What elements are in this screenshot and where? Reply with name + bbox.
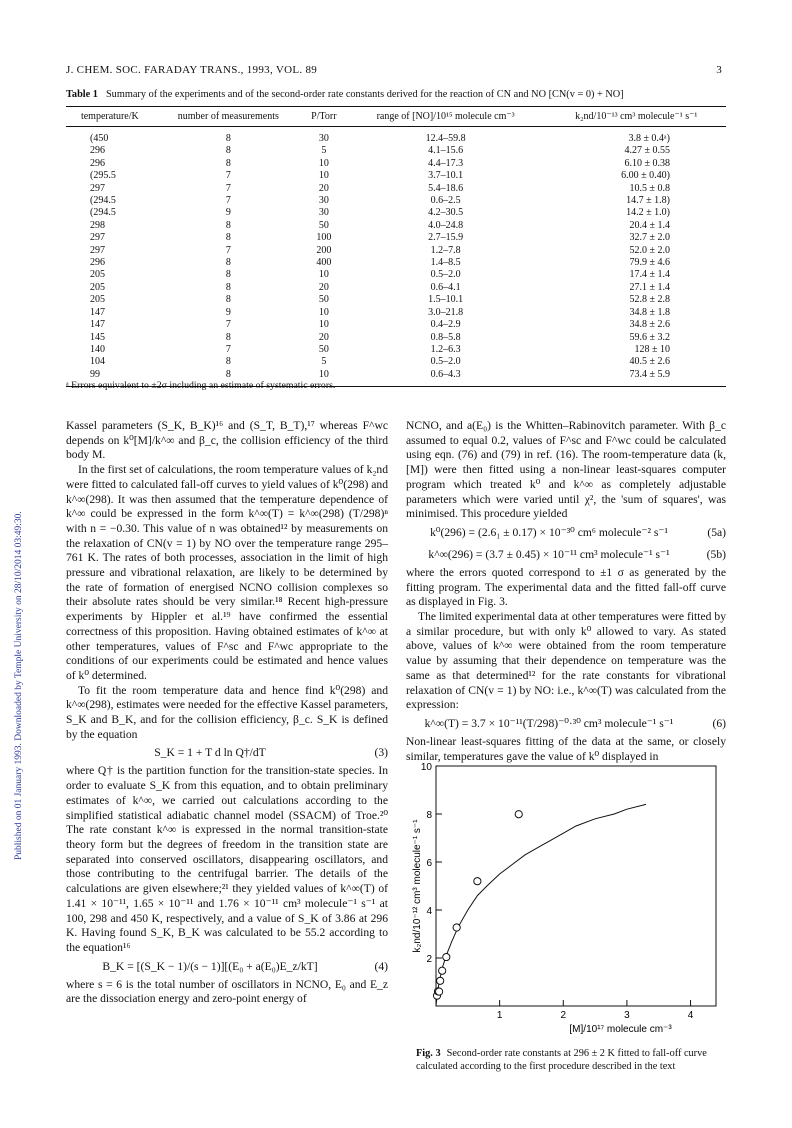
table-caption-text: Summary of the experiments and of the second-order rate constants derived for the reaction of CN and NO [CN(v = 0) + NO] <box>105 89 624 100</box>
table-cell: 20 <box>318 182 329 194</box>
table-cell: 30 <box>318 195 329 207</box>
x-axis-label: [M]/10¹⁷ molecule cm⁻³ <box>569 1024 672 1035</box>
table-cell: 14.7 ± 1.8) <box>626 195 670 207</box>
table-cell: 1.4–8.5 <box>430 257 461 269</box>
table-row <box>66 269 726 281</box>
equation-3 <box>66 742 388 764</box>
table-cell: 20 <box>318 281 329 293</box>
plot-frame <box>436 766 716 1006</box>
table-row <box>66 195 726 207</box>
table-cell: 17.4 ± 1.4 <box>629 269 670 281</box>
equation-6 <box>406 713 726 735</box>
table-cell: 0.6–2.5 <box>430 195 461 207</box>
table-cell: 50 <box>318 343 329 355</box>
table-cell: 205 <box>90 294 105 306</box>
table-cell: 147 <box>90 306 105 318</box>
table-cell: 2.7–15.9 <box>428 232 464 244</box>
equation-body: k^∞(296) = (3.7 ± 0.45) × 10⁻¹¹ cm³ molecule⁻¹ s⁻¹ <box>428 547 670 561</box>
download-notice: Published on 01 January 1993. Downloaded by Temple University on 28/10/2014 03:49:30. <box>14 511 24 860</box>
table-cell: 7 <box>225 244 231 256</box>
table-cell: 79.9 ± 4.6 <box>629 257 670 269</box>
table-cell: 8 <box>225 281 231 293</box>
table-cell: 6.10 ± 0.38 <box>624 157 670 169</box>
table-cell: 296 <box>90 145 105 157</box>
table-row <box>66 294 726 306</box>
table-cell: 4.1–15.6 <box>428 145 464 157</box>
equation-body: S_K = 1 + T d ln Q†/dT <box>154 746 266 760</box>
equation-5a <box>406 522 726 544</box>
table-cell: 12.4–59.8 <box>425 133 466 144</box>
table-row <box>66 307 726 319</box>
table-cell: 9 <box>225 306 231 318</box>
table-cell: 1.2–6.3 <box>430 343 461 355</box>
table-row <box>66 207 726 219</box>
column-header: P/Torr <box>303 107 345 127</box>
y-tick-label: 10 <box>420 762 432 773</box>
figure-3 <box>406 760 726 1035</box>
table-cell: 4.2–30.5 <box>428 207 464 219</box>
table-cell: 4.27 ± 0.55 <box>624 145 670 157</box>
paragraph: where s = 6 is the total number of oscillators in NCNO, E₀ and E_z are the dissociation energy and zero-point energy of <box>66 977 388 1006</box>
table-cell: 27.1 ± 1.4 <box>629 281 670 293</box>
table-cell: 100 <box>316 232 332 244</box>
table-label: Table 1 <box>66 89 98 100</box>
table-cell: 7 <box>225 343 231 355</box>
table-cell: 0.5–2.0 <box>430 269 461 281</box>
table-cell: 104 <box>90 356 105 368</box>
table-cell: 8 <box>225 269 231 281</box>
table-cell: 8 <box>225 356 231 368</box>
table-row <box>66 356 726 368</box>
y-tick-label: 6 <box>426 858 432 869</box>
table-cell: 20 <box>318 331 329 343</box>
table-cell: 10 <box>303 369 345 387</box>
table-cell: 1.2–7.8 <box>430 244 461 256</box>
table-cell: 99 <box>66 369 154 387</box>
table-cell: 8 <box>225 294 231 306</box>
equation-number: (6) <box>712 716 726 730</box>
table-cell: 7 <box>225 319 231 331</box>
equation-body: k^∞(T) = 3.7 × 10⁻¹¹(T/298)⁻⁰·³⁰ cm³ molecule⁻¹ s⁻¹ <box>424 716 674 730</box>
figure-caption-text: Second-order rate constants at 296 ± 2 K fitted to fall-off curve calculated according to the first procedure described in the text <box>416 1048 707 1072</box>
table-cell: 296 <box>90 157 105 169</box>
paragraph: In the first set of calculations, the room temperature values of k₂nd were fitted to calculated fall-off curves to yield values of k⁰(298) and k^∞(298). It was then assumed that the temperature dependence of k^∞ could be expressed in the form k^∞(T) = k^∞(298) (T/298)ⁿ with n = −0.30. This value of n was obtained¹² by measurements on the relaxation of CN(v = 1) by NO over the temperature range 295–761 K. The rates of both processes, association in the limit of high pressure and vibrational relaxation, are likely to be determined by the rate of formation of energised NCNO collision complexes so their absolute rates should be very similar.¹⁸ Recent high-pressure experiments by Hippler et al.¹⁹ have confirmed the essential correctness of this proposition. Having obtained estimates of k^∞ at other temperatures, values of F^sc and F^wc appropriate to the conditions of our experiments could be estimated and hence values of k⁰ determined. <box>66 463 388 682</box>
x-tick-label: 4 <box>687 1010 694 1021</box>
table-header-row <box>66 107 726 127</box>
table-cell: 8 <box>225 331 231 343</box>
table-row <box>66 232 726 244</box>
table-cell: 205 <box>90 281 105 293</box>
table-cell: 140 <box>90 343 105 355</box>
equation-4 <box>66 956 388 978</box>
table-cell: 0.5–2.0 <box>430 356 461 368</box>
table-cell: 10 <box>318 157 329 169</box>
table-cell: 0.4–2.9 <box>430 319 461 331</box>
table-row <box>66 183 726 195</box>
table-cell: 5.4–18.6 <box>428 182 464 194</box>
table-row <box>66 332 726 344</box>
table-cell: 40.5 ± 2.6 <box>629 356 670 368</box>
table-cell: 50 <box>318 219 329 231</box>
column-header: range of [NO]/10¹⁵ molecule cm⁻³ <box>345 107 547 127</box>
table-cell: 20.4 ± 1.4 <box>629 219 670 231</box>
table-cell: 32.7 ± 2.0 <box>629 232 670 244</box>
paragraph: To fit the room temperature data and hence find k⁰(298) and k^∞(298), estimates were needed for the effective Kassel parameters, S_K and B_K, and for the collision efficiency, β_c. S_K is defined by the equation <box>66 683 388 741</box>
table-cell: 0.8–5.8 <box>430 331 461 343</box>
table-cell: (295.5 <box>90 170 116 182</box>
data-point <box>436 988 443 995</box>
equation-body: B_K = [(S_K − 1)/(s − 1)][(E₀ + a(E₀)E_z/kT] <box>102 959 318 973</box>
table-cell: 147 <box>90 319 105 331</box>
journal-citation: J. CHEM. SOC. FARADAY TRANS., 1993, VOL. 89 <box>66 64 318 76</box>
table-cell: 7 <box>225 195 231 207</box>
paragraph: where Q† is the partition function for the transition-state species. In order to evaluate S_K from this equation, and to obtain preliminary estimates of k^∞, we carried out calculations according to the simplified statistical adiabatic channel model (SSACM) of Troe.²⁰ The rate constant k^∞ is expressed in the normal transition-state theory form but the degrees of freedom in the transition state are separated into conserved oscillators, disappearing oscillators, and those contributing to the centrifugal barrier. The details of the calculations are given elsewhere;²¹ they yielded values of k^∞(T) of 1.41 × 10⁻¹¹, 1.65 × 10⁻¹¹ and 1.76 × 10⁻¹¹ cm³ molecule⁻¹ s⁻¹ at 100, 298 and 450 K, respectively, and a value of S_K of 3.86 at 296 K. Having found S_K, B_K was calculated to be 55.2 according to the equation¹⁶ <box>66 764 388 954</box>
table-cell: 3.7–10.1 <box>428 170 464 182</box>
paragraph: Kassel parameters (S_K, B_K)¹⁶ and (S_T, B_T),¹⁷ whereas F^wc depends on k⁰[M]/k^∞ and β_c, the collision efficiency of the third body M. <box>66 419 388 462</box>
x-tick-label: 2 <box>560 1010 567 1021</box>
right-column <box>406 419 726 764</box>
equation-5b <box>406 544 726 566</box>
table-cell: 9 <box>225 207 231 219</box>
table-cell: 73.4 ± 5.9 <box>547 369 727 387</box>
data-point <box>439 967 446 974</box>
table-row <box>66 344 726 356</box>
table-cell: 30 <box>318 133 329 144</box>
table-cell: 297 <box>90 182 105 194</box>
table-cell: 3.0–21.8 <box>428 306 464 318</box>
table-cell: 400 <box>316 257 332 269</box>
equation-body: k⁰(296) = (2.6₁ ± 0.17) × 10⁻³⁰ cm⁶ molecule⁻² s⁻¹ <box>430 525 668 539</box>
figure-label: Fig. 3 <box>416 1048 441 1059</box>
table-cell: 0.6–4.1 <box>430 281 461 293</box>
paragraph: Non-linear least-squares fitting of the data at the same, or closely similar, temperatures gave the value of k⁰ displayed in <box>406 734 726 763</box>
x-tick-label: 1 <box>496 1010 503 1021</box>
table-row <box>66 127 726 146</box>
table-cell: 296 <box>90 257 105 269</box>
table-row <box>66 220 726 232</box>
table-cell: 8 <box>225 145 231 157</box>
table-cell: 205 <box>90 269 105 281</box>
table-cell: 10 <box>318 306 329 318</box>
table-cell: 10.5 ± 0.8 <box>629 182 670 194</box>
table-cell: 10 <box>318 319 329 331</box>
equation-number: (5a) <box>707 525 726 539</box>
falloff-chart <box>406 760 726 1035</box>
table-cell: (294.5 <box>90 207 116 219</box>
table-cell: 4.0–24.8 <box>428 219 464 231</box>
data-point <box>437 977 444 984</box>
table-body <box>66 127 726 387</box>
table-cell: 298 <box>90 219 105 231</box>
fitted-curve <box>436 804 646 1006</box>
table-cell: 10 <box>318 269 329 281</box>
x-tick-label: 3 <box>624 1010 630 1021</box>
table-cell: 7 <box>225 182 231 194</box>
table-cell: 8 <box>225 219 231 231</box>
y-tick-label: 4 <box>426 906 432 917</box>
table-cell: 8 <box>225 157 231 169</box>
results-table <box>66 106 726 387</box>
table-cell: 7 <box>225 170 231 182</box>
y-axis-label: k₂nd/10⁻¹² cm³ molecule⁻¹ s⁻¹ <box>412 819 423 953</box>
data-point <box>515 811 522 818</box>
table-cell: 8 <box>154 369 303 387</box>
table-cell: 1.5–10.1 <box>428 294 464 306</box>
paragraph: The limited experimental data at other temperatures were fitted by a similar procedure, but with only k⁰ allowed to vary. As stated above, values of k^∞ were obtained from the room temperature value by assuming that their dependence on temperature was the same as that determined¹² for the rate constants for vibrational relaxation of CN(v = 1) by NO: i.e., k^∞(T) was calculated from the expression: <box>406 610 726 712</box>
running-header <box>66 64 722 76</box>
data-point <box>474 878 481 885</box>
table-cell: 8 <box>225 232 231 244</box>
y-tick-label: 2 <box>426 954 432 965</box>
left-column <box>66 419 388 1007</box>
table-cell: 200 <box>316 244 332 256</box>
table-cell: 8 <box>225 257 231 269</box>
table-row <box>66 257 726 269</box>
table-cell: 8 <box>225 133 231 144</box>
table-cell: 145 <box>90 331 105 343</box>
equation-number: (4) <box>374 959 388 973</box>
table-cell: 59.6 ± 3.2 <box>629 331 670 343</box>
table-row <box>66 158 726 170</box>
table-cell: (450 <box>90 133 109 144</box>
table-cell: 14.2 ± 1.0) <box>626 207 670 219</box>
table-cell: 52.0 ± 2.0 <box>629 244 670 256</box>
table-caption <box>66 89 726 100</box>
table-cell: 52.8 ± 2.8 <box>629 294 670 306</box>
equation-number: (5b) <box>706 547 726 561</box>
table-row <box>66 170 726 182</box>
table-cell: 297 <box>90 232 105 244</box>
table-cell: 34.8 ± 2.6 <box>629 319 670 331</box>
equation-number: (3) <box>374 746 388 760</box>
table-cell: 4.4–17.3 <box>428 157 464 169</box>
column-header: k₂nd/10⁻¹³ cm³ molecule⁻¹ s⁻¹ <box>547 107 727 127</box>
column-header: temperature/K <box>66 107 154 127</box>
table-footnote: ᵃ Errors equivalent to ±2σ including an estimate of systematic errors. <box>66 380 336 391</box>
data-point <box>453 924 460 931</box>
table-row <box>66 245 726 257</box>
table-cell: 3.8 ± 0.4ᵃ) <box>628 133 670 144</box>
data-point <box>443 953 450 960</box>
page-number: 3 <box>716 64 722 76</box>
table-cell: 34.8 ± 1.8 <box>629 306 670 318</box>
table-row <box>66 145 726 157</box>
figure-caption <box>416 1047 726 1073</box>
table-cell: 50 <box>318 294 329 306</box>
table-row <box>66 319 726 331</box>
column-header: number of measurements <box>154 107 303 127</box>
table-cell: 5 <box>321 145 327 157</box>
table-cell: 297 <box>90 244 105 256</box>
table-cell: 30 <box>318 207 329 219</box>
table-cell: 128 ± 10 <box>634 343 670 355</box>
table-cell: 0.6–4.3 <box>345 369 547 387</box>
y-tick-label: 8 <box>426 810 432 821</box>
paragraph: where the errors quoted correspond to ±1 σ as generated by the fitting program. The experimental data and the fitted fall-off curve as displayed in Fig. 3. <box>406 565 726 609</box>
paragraph: NCNO, and a(E₀) is the Whitten–Rabinovitch parameter. With β_c assumed to equal 0.2, values of F^sc and F^wc could be calculated using eqn. (76) and (79) in ref. (16). The room-temperature data (k, [M]) were then fitted using a non-linear least-squares computer program which treated k⁰ and k^∞ as completely adjustable parameters which were varied until χ², the 'sum of squares', was minimised. This procedure yielded <box>406 419 726 521</box>
table-cell: (294.5 <box>90 195 116 207</box>
table-cell: 10 <box>318 170 329 182</box>
table-row <box>66 282 726 294</box>
table-cell: 5 <box>321 356 327 368</box>
table-cell: 6.00 ± 0.40) <box>621 170 670 182</box>
